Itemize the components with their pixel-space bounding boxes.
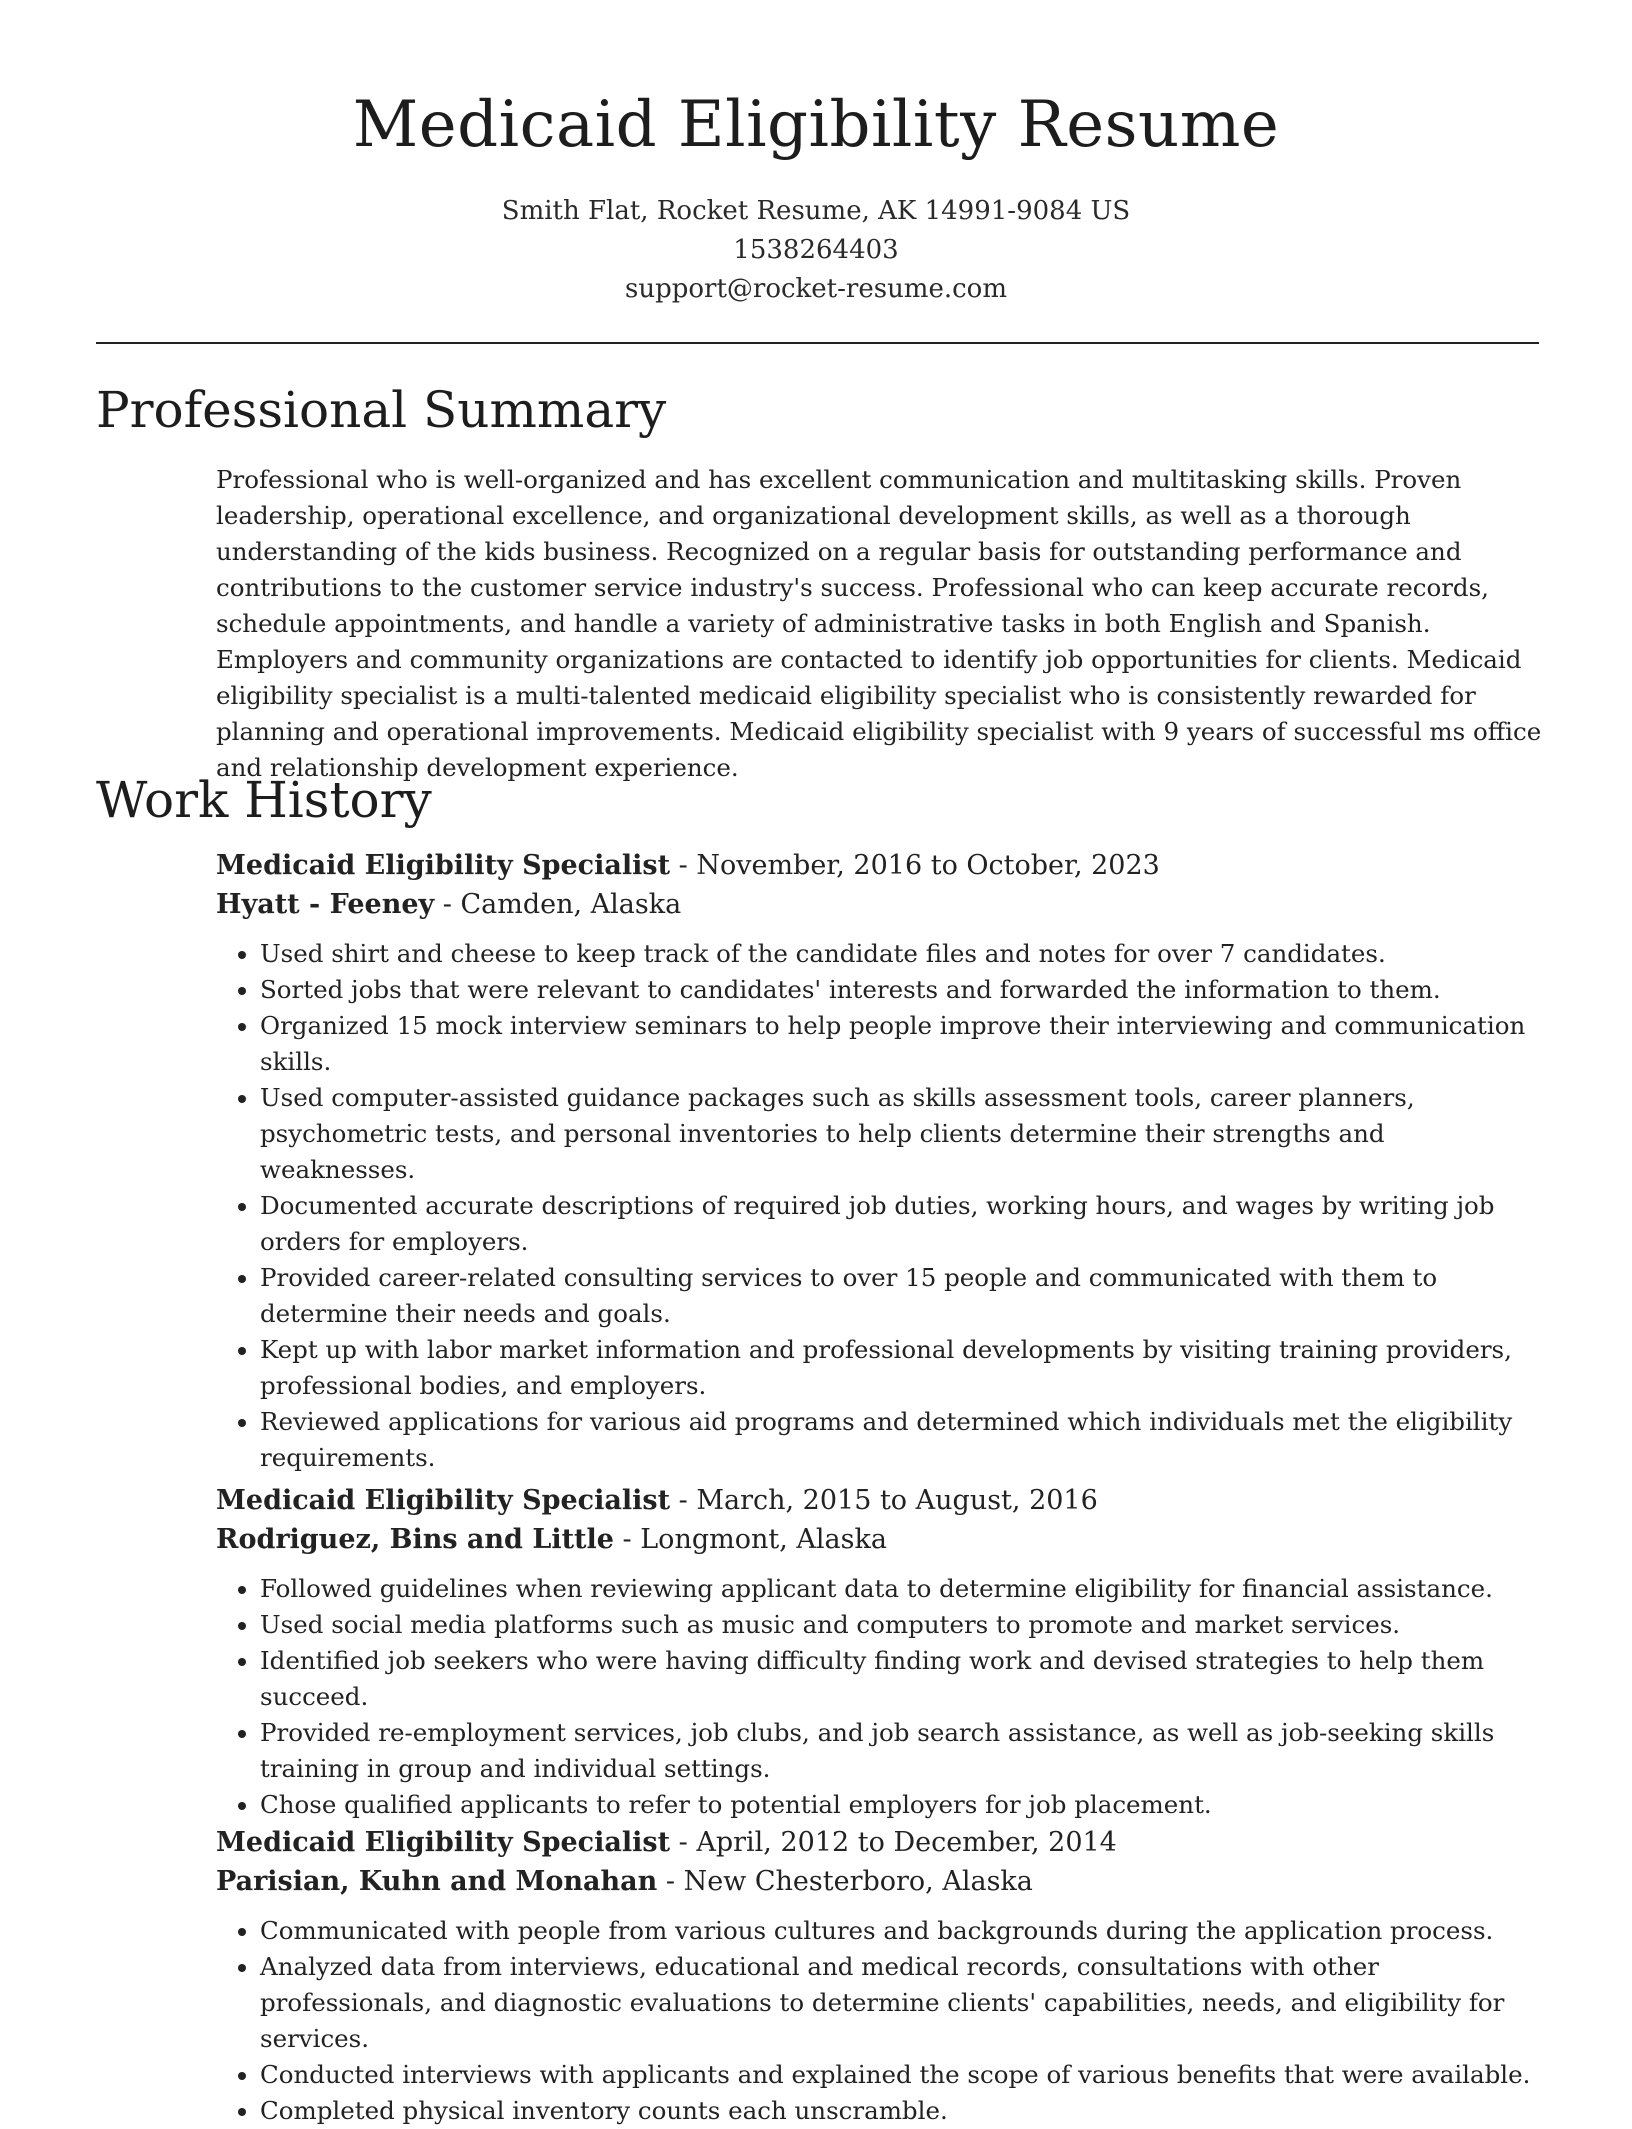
job-bullet: • Used social media platforms such as music and computers to promote and market services. xyxy=(260,1607,1546,1643)
job-bullet: • Conducted interviews with applicants and explained the scope of various benefits that were available. xyxy=(260,2057,1546,2093)
contact-address: Smith Flat, Rocket Resume, AK 14991-9084 US xyxy=(501,196,1131,226)
contact-phone: 1538264403 xyxy=(733,235,899,265)
job-location: - Longmont, Alaska xyxy=(613,1524,887,1555)
job-bullet: • Provided re-employment services, job clubs, and job search assistance, as well as job-seeking skills training in group and individual settings. xyxy=(260,1715,1546,1787)
job-title-line xyxy=(216,846,1546,885)
job-bullet: • Organized 15 mock interview seminars to help people improve their interviewing and communication skills. xyxy=(260,1008,1546,1080)
contact-email: support@rocket-resume.com xyxy=(624,274,1007,304)
job-dates: - November, 2016 to October, 2023 xyxy=(670,850,1160,881)
job-bullet: • Used shirt and cheese to keep track of the candidate files and notes for over 7 candidates. xyxy=(260,936,1546,972)
job-role: Medicaid Eligibility Specialist xyxy=(216,850,671,881)
job-bullet: • Followed guidelines when reviewing applicant data to determine eligibility for financial assistance. xyxy=(260,1571,1546,1607)
job-location: - New Chesterboro, Alaska xyxy=(657,1866,1033,1897)
job-bullet: • Chose qualified applicants to refer to potential employers for job placement. xyxy=(260,1787,1546,1823)
job-bullet: • Completed physical inventory counts each unscramble. xyxy=(260,2093,1546,2129)
job-bullet: • Documented accurate descriptions of required job duties, working hours, and wages by writing job orders for employers. xyxy=(260,1188,1546,1260)
job-company: Parisian, Kuhn and Monahan xyxy=(216,1866,658,1897)
work-history-heading: Work History xyxy=(96,771,432,829)
job-company-line xyxy=(216,1862,1546,1901)
job-bullet: • Provided career-related consulting services to over 15 people and communicated with them to determine their needs and goals. xyxy=(260,1260,1546,1332)
summary-heading: Professional Summary xyxy=(96,381,667,439)
job-dates: - March, 2015 to August, 2016 xyxy=(670,1485,1098,1516)
job-bullet: • Kept up with labor market information and professional developments by visiting training providers, professional bodies, and employers. xyxy=(260,1332,1546,1404)
job-dates: - April, 2012 to December, 2014 xyxy=(670,1827,1117,1858)
job-company: Hyatt - Feeney xyxy=(216,889,435,920)
job-bullet: • Sorted jobs that were relevant to candidates' interests and forwarded the information to them. xyxy=(260,972,1546,1008)
job-company-line xyxy=(216,885,1546,924)
job-title-line xyxy=(216,1823,1546,1862)
job-entry xyxy=(216,846,1546,1476)
job-bullets xyxy=(216,1571,1546,1823)
job-bullet: • Identified job seekers who were having difficulty finding work and devised strategies to help them succeed. xyxy=(260,1643,1546,1715)
job-entry xyxy=(216,1481,1546,1823)
job-bullet: • Used computer-assisted guidance packages such as skills assessment tools, career planners, psychometric tests, and personal inventories to help clients determine their strengths and weaknesses. xyxy=(260,1080,1546,1188)
job-entry xyxy=(216,1823,1546,2129)
job-company: Rodriguez, Bins and Little xyxy=(216,1524,614,1555)
job-bullet: • Communicated with people from various cultures and backgrounds during the application process. xyxy=(260,1913,1546,1949)
job-role: Medicaid Eligibility Specialist xyxy=(216,1485,671,1516)
job-bullet: • Analyzed data from interviews, educational and medical records, consultations with other professionals, and diagnostic evaluations to determine clients' capabilities, needs, and eligibility for services. xyxy=(260,1949,1546,2057)
job-title-line xyxy=(216,1481,1546,1520)
job-company-line xyxy=(216,1520,1546,1559)
resume-header xyxy=(0,0,1632,309)
summary-text: Professional who is well-organized and has excellent communication and multitasking skills. Proven leadership, operational excellence, and organizational development skills, as well as a thorough understanding of the kids business. Recognized on a regular basis for outstanding performance and contributions to the customer service industry's success. Professional who can keep accurate records, schedule appointments, and handle a variety of administrative tasks in both English and Spanish. Employers and community organizations are contacted to identify job opportunities for clients. Medicaid eligibility specialist is a multi-talented medicaid eligibility specialist who is consistently rewarded for planning and operational improvements. Medicaid eligibility specialist with 9 years of successful ms office and relationship development experience. xyxy=(216,465,1542,782)
job-bullet: • Reviewed applications for various aid programs and determined which individuals met the eligibility requirements. xyxy=(260,1404,1546,1476)
job-bullets xyxy=(216,1913,1546,2129)
job-bullets xyxy=(216,936,1546,1476)
resume-title: Medicaid Eligibility Resume xyxy=(352,88,1280,162)
header-divider xyxy=(96,342,1539,344)
job-location: - Camden, Alaska xyxy=(434,889,682,920)
contact-info xyxy=(0,192,1632,309)
job-role: Medicaid Eligibility Specialist xyxy=(216,1827,671,1858)
